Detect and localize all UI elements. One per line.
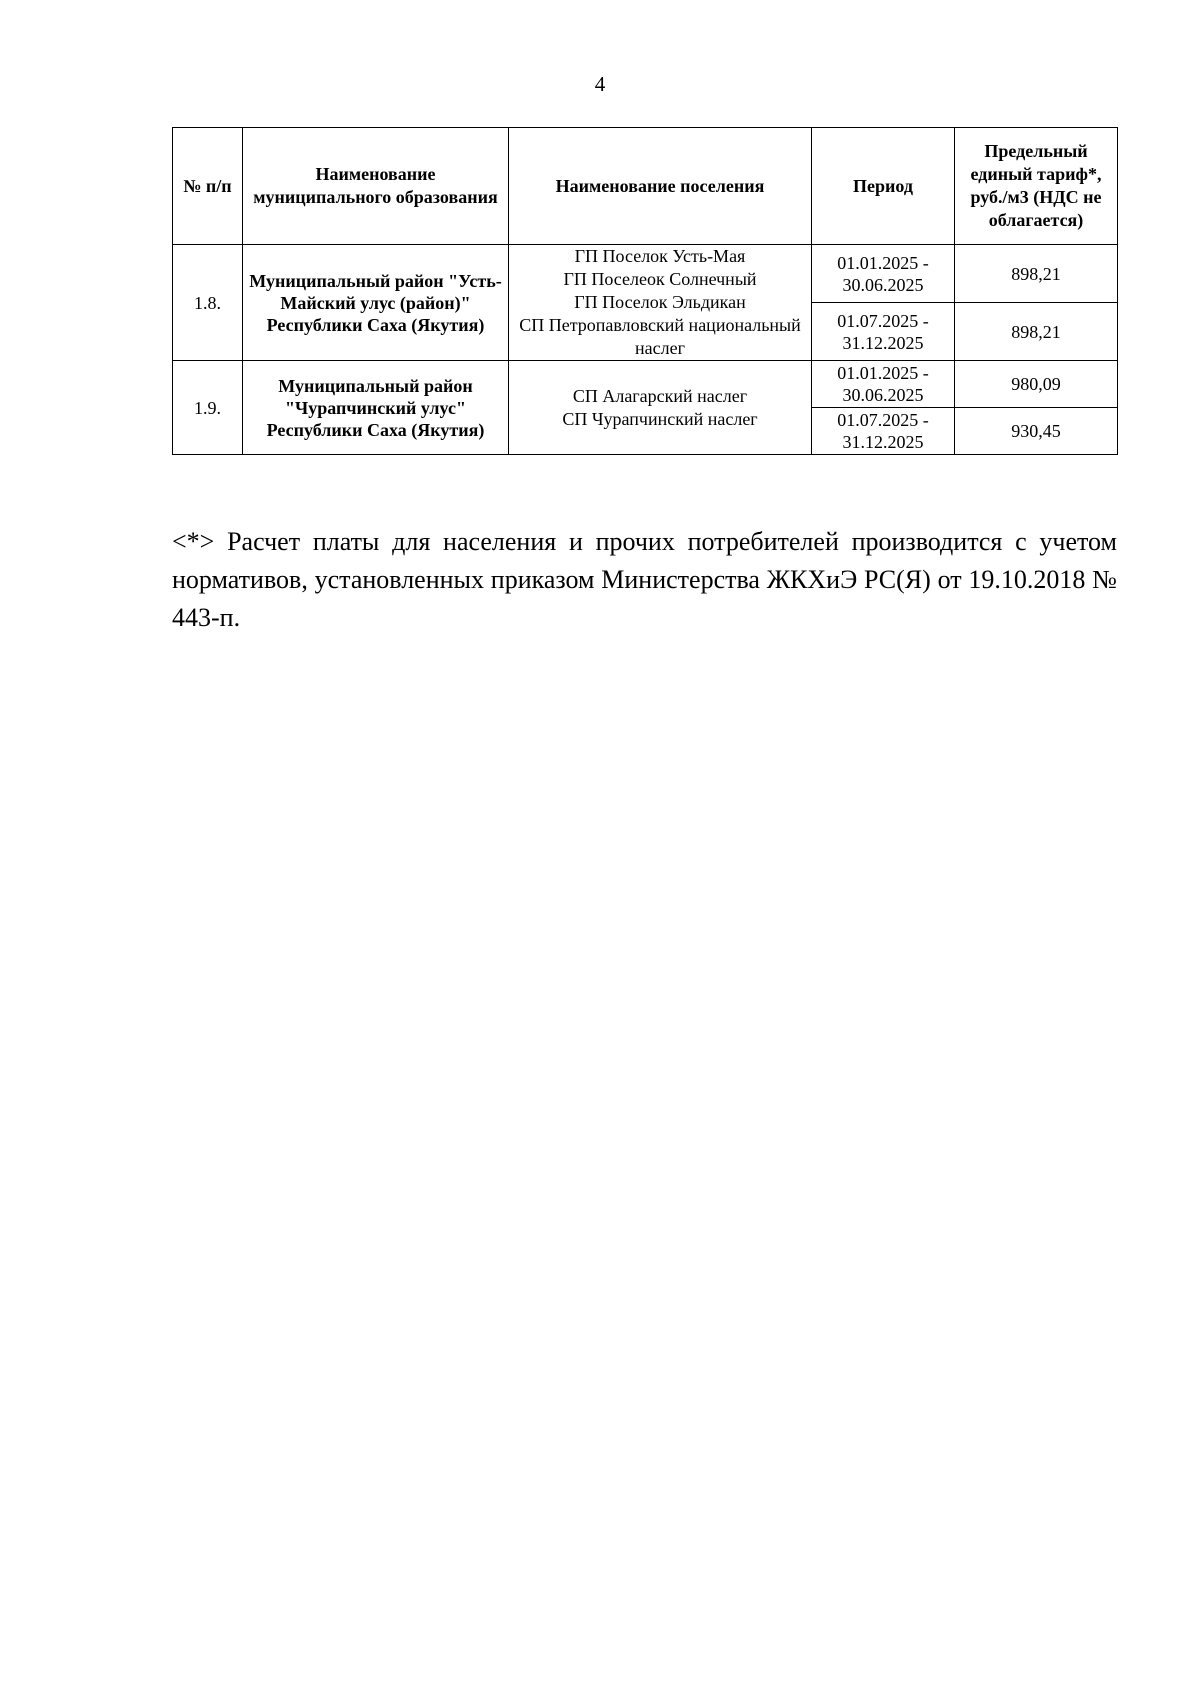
page-number: 4: [594, 72, 606, 96]
header-settlement: Наименование поселения: [509, 128, 812, 245]
period-cell: 01.01.2025 - 30.06.2025: [812, 361, 955, 408]
period-cell: 01.01.2025 - 30.06.2025: [812, 245, 955, 303]
tariff-cell: 930,45: [955, 408, 1118, 455]
header-municipality: Наименование муниципального образования: [243, 128, 509, 245]
settlement-list: ГП Поселок Усть-Мая ГП Поселеок Солнечный ГП Поселок Эльдикан СП Петропавловский национальный наслег: [509, 245, 812, 361]
period-cell: 01.07.2025 - 31.12.2025: [812, 408, 955, 455]
row-number: 1.9.: [173, 361, 243, 455]
settlement-list: СП Алагарский наслег СП Чурапчинский наслег: [509, 361, 812, 455]
table-row: [173, 361, 1118, 408]
table-header-row: [173, 128, 1118, 245]
tariff-cell: 898,21: [955, 303, 1118, 361]
row-number: 1.8.: [173, 245, 243, 361]
header-period: Период: [812, 128, 955, 245]
header-num: № п/п: [173, 128, 243, 245]
period-cell: 01.07.2025 - 31.12.2025: [812, 303, 955, 361]
tariff-table: [172, 127, 1118, 455]
municipality-name: Муниципальный район "Усть-Майский улус (район)" Республики Саха (Якутия): [243, 245, 509, 361]
tariff-cell: 980,09: [955, 361, 1118, 408]
footnote: <*> Расчет платы для населения и прочих потребителей производится с учетом нормативов, установленных приказом Министерства ЖКХиЭ РС(Я) от 19.10.2018 № 443-п.: [172, 527, 1117, 632]
tariff-cell: 898,21: [955, 245, 1118, 303]
municipality-name: Муниципальный район "Чурапчинский улус" Республики Саха (Якутия): [243, 361, 509, 455]
table-row: [173, 245, 1118, 303]
header-tariff: Предельный единый тариф*, руб./м3 (НДС не облагается): [955, 128, 1118, 245]
